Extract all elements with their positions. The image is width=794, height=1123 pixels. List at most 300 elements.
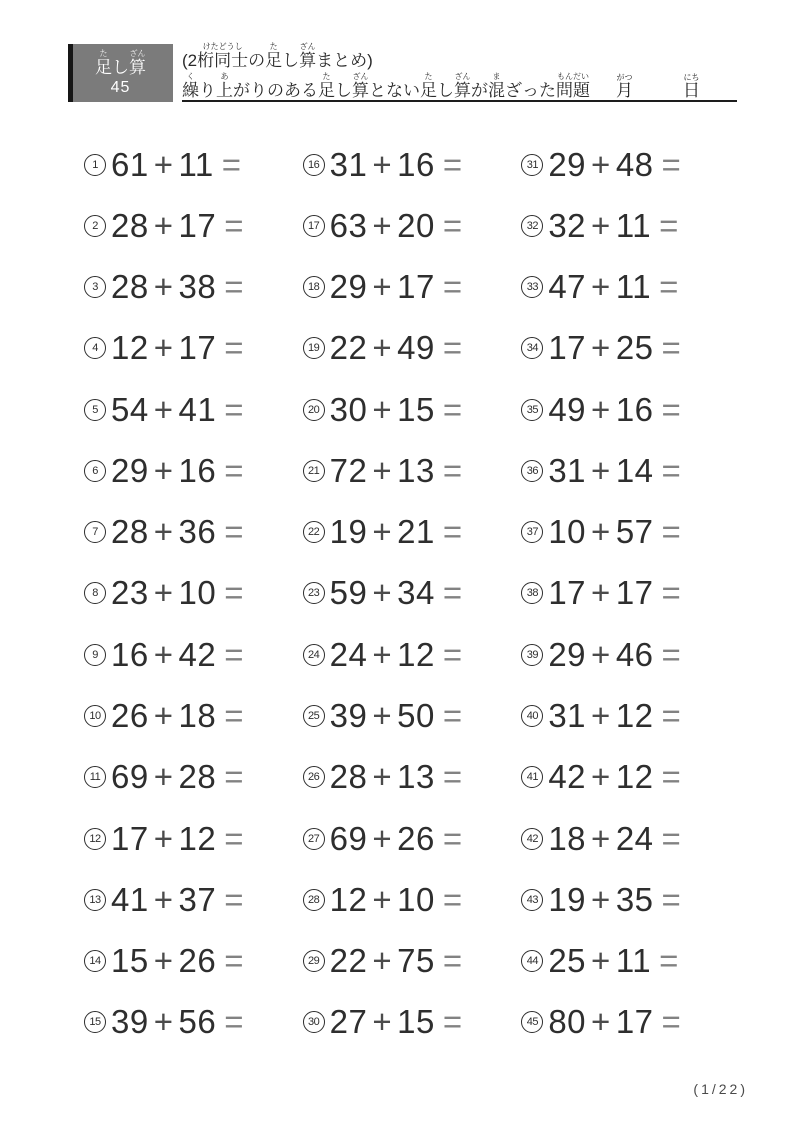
problem-number-circle: 45 xyxy=(521,1011,543,1033)
problem-item xyxy=(521,502,740,563)
problem-equation xyxy=(548,881,681,919)
equals-sign: = xyxy=(659,206,679,244)
addend-b: 50 xyxy=(397,697,435,735)
equals-sign: = xyxy=(224,206,244,244)
problem-number-circle: 35 xyxy=(521,399,543,421)
problem-equation xyxy=(111,391,244,429)
addend-a: 15 xyxy=(111,942,149,980)
badge-number: 45 xyxy=(110,79,131,96)
addend-a: 19 xyxy=(329,513,368,551)
equals-sign: = xyxy=(661,390,682,428)
equals-sign: = xyxy=(224,635,244,673)
addend-b: 12 xyxy=(178,819,217,857)
equals-sign: = xyxy=(224,1003,244,1041)
equals-sign: = xyxy=(224,268,244,306)
problem-item xyxy=(84,992,303,1053)
addend-b: 15 xyxy=(397,390,435,428)
addend-a: 32 xyxy=(548,206,587,244)
addend-b: 11 xyxy=(178,145,214,183)
problem-equation xyxy=(111,513,244,551)
plus-operator: + xyxy=(153,268,174,306)
problem-item xyxy=(84,195,303,256)
problem-item xyxy=(84,379,303,440)
problem-number-circle: 30 xyxy=(303,1011,325,1033)
addend-a: 31 xyxy=(329,145,368,183)
problem-item xyxy=(303,808,522,869)
equals-sign: = xyxy=(224,329,244,367)
plus-operator: + xyxy=(372,758,393,796)
addend-b: 11 xyxy=(615,268,652,306)
addend-b: 16 xyxy=(615,390,654,428)
problem-equation xyxy=(330,574,463,612)
problem-item xyxy=(303,257,522,318)
plus-operator: + xyxy=(372,1003,393,1041)
equals-sign: = xyxy=(442,697,463,735)
badge-title: 足たし算ざん xyxy=(95,49,146,77)
problem-number-circle: 36 xyxy=(521,460,543,482)
problem-equation xyxy=(548,574,681,612)
equals-sign: = xyxy=(661,758,682,796)
problem-number-circle: 5 xyxy=(84,399,106,421)
plus-operator: + xyxy=(372,390,393,428)
addend-a: 24 xyxy=(329,635,368,673)
problem-item xyxy=(84,624,303,685)
addend-a: 17 xyxy=(548,574,587,612)
problem-equation xyxy=(548,513,681,551)
addend-b: 24 xyxy=(615,819,654,857)
problem-number-circle: 29 xyxy=(303,950,325,972)
addend-a: 31 xyxy=(548,697,587,735)
problem-equation xyxy=(548,268,679,306)
problem-equation xyxy=(111,207,244,245)
plus-operator: + xyxy=(591,574,611,612)
addend-b: 15 xyxy=(397,1003,435,1041)
addend-a: 28 xyxy=(111,206,149,244)
addend-a: 39 xyxy=(111,1003,149,1041)
problem-equation xyxy=(548,329,681,367)
addend-b: 42 xyxy=(178,635,217,673)
addend-b: 12 xyxy=(397,635,435,673)
equals-sign: = xyxy=(661,697,682,735)
problem-equation xyxy=(330,636,463,674)
addend-a: 12 xyxy=(111,329,149,367)
addend-b: 28 xyxy=(178,758,217,796)
addend-b: 56 xyxy=(178,1003,217,1041)
problem-item xyxy=(84,318,303,379)
addend-a: 29 xyxy=(548,145,587,183)
problem-item xyxy=(521,257,740,318)
problem-equation xyxy=(330,146,463,184)
addend-b: 13 xyxy=(397,451,435,489)
problem-number-circle: 8 xyxy=(84,582,106,604)
problem-equation xyxy=(548,452,681,490)
problem-item xyxy=(303,930,522,991)
plus-operator: + xyxy=(153,819,174,857)
addend-a: 80 xyxy=(548,1003,587,1041)
equals-sign: = xyxy=(442,145,463,183)
problem-number-circle: 26 xyxy=(303,766,325,788)
equals-sign: = xyxy=(659,268,679,306)
problem-item xyxy=(303,379,522,440)
problem-number-circle: 19 xyxy=(303,337,325,359)
addend-a: 69 xyxy=(329,819,368,857)
problem-equation xyxy=(548,636,681,674)
problem-item xyxy=(84,502,303,563)
worksheet-title: 繰くり上あがりのある足たし算ざんとない足たし算ざんが混まざった問題もんだい xyxy=(182,72,590,100)
problem-number-circle: 25 xyxy=(303,705,325,727)
equals-sign: = xyxy=(661,513,682,551)
addend-b: 41 xyxy=(178,390,217,428)
addend-a: 30 xyxy=(329,390,368,428)
addend-a: 22 xyxy=(329,329,368,367)
equals-sign: = xyxy=(224,697,244,735)
addend-a: 39 xyxy=(329,697,368,735)
problem-equation xyxy=(330,329,463,367)
addend-b: 25 xyxy=(615,329,654,367)
equals-sign: = xyxy=(224,819,244,857)
problem-equation xyxy=(111,1003,244,1041)
plus-operator: + xyxy=(153,390,174,428)
plus-operator: + xyxy=(153,942,174,980)
plus-operator: + xyxy=(591,942,611,980)
addend-a: 49 xyxy=(548,390,587,428)
plus-operator: + xyxy=(153,635,174,673)
equals-sign: = xyxy=(661,451,682,489)
problem-number-circle: 40 xyxy=(521,705,543,727)
plus-operator: + xyxy=(153,145,174,183)
problem-item xyxy=(303,195,522,256)
equals-sign: = xyxy=(442,574,463,612)
problem-number-circle: 42 xyxy=(521,828,543,850)
problem-item xyxy=(84,685,303,746)
badge-spine xyxy=(68,44,73,102)
plus-operator: + xyxy=(591,635,611,673)
addend-b: 16 xyxy=(397,145,435,183)
worksheet-badge xyxy=(68,44,173,102)
problem-number-circle: 11 xyxy=(84,766,106,788)
equals-sign: = xyxy=(442,758,463,796)
problem-number-circle: 1 xyxy=(84,154,106,176)
problem-equation xyxy=(548,146,681,184)
equals-sign: = xyxy=(442,206,463,244)
problem-item xyxy=(303,502,522,563)
addend-a: 12 xyxy=(329,880,368,918)
problem-number-circle: 33 xyxy=(521,276,543,298)
problem-item xyxy=(84,440,303,501)
problem-item xyxy=(521,808,740,869)
addend-a: 72 xyxy=(329,451,368,489)
problem-item xyxy=(303,869,522,930)
problem-number-circle: 9 xyxy=(84,644,106,666)
equals-sign: = xyxy=(442,513,463,551)
problem-number-circle: 7 xyxy=(84,521,106,543)
problem-item xyxy=(521,318,740,379)
addend-b: 26 xyxy=(397,819,435,857)
problem-number-circle: 14 xyxy=(84,950,106,972)
addend-a: 10 xyxy=(548,513,587,551)
title-area xyxy=(182,42,737,102)
plus-operator: + xyxy=(153,1003,174,1041)
problem-item xyxy=(521,134,740,195)
plus-operator: + xyxy=(591,1003,611,1041)
addend-b: 17 xyxy=(615,574,654,612)
equals-sign: = xyxy=(659,942,679,980)
addend-a: 69 xyxy=(111,758,149,796)
addend-b: 14 xyxy=(615,451,654,489)
problem-item xyxy=(521,379,740,440)
problem-number-circle: 38 xyxy=(521,582,543,604)
problem-item xyxy=(303,685,522,746)
addend-a: 42 xyxy=(548,758,587,796)
equals-sign: = xyxy=(661,635,682,673)
problem-equation xyxy=(330,268,463,306)
problem-item xyxy=(303,624,522,685)
problem-equation xyxy=(330,697,463,735)
problem-number-circle: 13 xyxy=(84,889,106,911)
plus-operator: + xyxy=(372,206,393,244)
problem-item xyxy=(84,869,303,930)
plus-operator: + xyxy=(372,451,393,489)
problem-equation xyxy=(330,513,463,551)
problem-equation xyxy=(111,268,244,306)
problem-equation xyxy=(330,881,463,919)
problem-equation xyxy=(111,697,244,735)
problem-item xyxy=(521,440,740,501)
problem-number-circle: 4 xyxy=(84,337,106,359)
problem-number-circle: 24 xyxy=(303,644,325,666)
addend-b: 12 xyxy=(615,758,654,796)
worksheet-subtitle: (2桁同士けたどうしの足たし算ざんまとめ) xyxy=(182,42,373,70)
problem-item xyxy=(521,624,740,685)
plus-operator: + xyxy=(591,880,611,918)
equals-sign: = xyxy=(224,451,244,489)
problem-equation xyxy=(330,820,463,858)
problem-number-circle: 21 xyxy=(303,460,325,482)
addend-b: 20 xyxy=(397,206,435,244)
addend-a: 19 xyxy=(548,880,587,918)
problem-item xyxy=(84,930,303,991)
addend-b: 26 xyxy=(178,942,217,980)
problem-item xyxy=(521,563,740,624)
addend-b: 37 xyxy=(178,880,217,918)
addend-a: 16 xyxy=(111,635,149,673)
plus-operator: + xyxy=(372,574,393,612)
plus-operator: + xyxy=(372,635,393,673)
problem-equation xyxy=(111,942,244,980)
plus-operator: + xyxy=(372,942,393,980)
problem-equation xyxy=(330,391,463,429)
equals-sign: = xyxy=(661,329,682,367)
problem-equation xyxy=(548,697,681,735)
equals-sign: = xyxy=(224,758,244,796)
plus-operator: + xyxy=(591,451,611,489)
addend-b: 34 xyxy=(397,574,435,612)
problem-equation xyxy=(330,452,463,490)
problem-item xyxy=(303,563,522,624)
plus-operator: + xyxy=(591,819,611,857)
equals-sign: = xyxy=(442,819,463,857)
problem-item xyxy=(521,869,740,930)
addend-a: 47 xyxy=(548,268,587,306)
addend-a: 22 xyxy=(329,942,368,980)
addend-b: 13 xyxy=(397,758,435,796)
problem-number-circle: 32 xyxy=(521,215,543,237)
addend-b: 49 xyxy=(397,329,435,367)
addend-a: 54 xyxy=(111,390,149,428)
equals-sign: = xyxy=(661,145,682,183)
addend-a: 17 xyxy=(111,819,149,857)
page-number: (1/22) xyxy=(693,1081,748,1097)
day-label: 日にち xyxy=(683,73,700,100)
addend-a: 18 xyxy=(548,819,587,857)
plus-operator: + xyxy=(153,758,174,796)
problem-number-circle: 10 xyxy=(84,705,106,727)
problem-number-circle: 20 xyxy=(303,399,325,421)
equals-sign: = xyxy=(442,1003,463,1041)
problem-item xyxy=(84,563,303,624)
problem-number-circle: 22 xyxy=(303,521,325,543)
problem-item xyxy=(303,992,522,1053)
addend-b: 17 xyxy=(397,268,435,306)
addend-b: 17 xyxy=(178,329,217,367)
problem-equation xyxy=(111,452,244,490)
equals-sign: = xyxy=(442,329,463,367)
addend-b: 10 xyxy=(178,574,217,612)
addend-b: 21 xyxy=(397,513,435,551)
addend-b: 48 xyxy=(615,145,654,183)
problem-item xyxy=(521,747,740,808)
problem-item xyxy=(84,808,303,869)
plus-operator: + xyxy=(153,206,174,244)
plus-operator: + xyxy=(153,451,174,489)
problem-number-circle: 41 xyxy=(521,766,543,788)
addend-a: 63 xyxy=(329,206,368,244)
addend-b: 46 xyxy=(615,635,654,673)
problem-number-circle: 12 xyxy=(84,828,106,850)
problem-number-circle: 2 xyxy=(84,215,106,237)
equals-sign: = xyxy=(224,942,244,980)
plus-operator: + xyxy=(372,513,393,551)
addend-a: 59 xyxy=(329,574,368,612)
problem-equation xyxy=(111,574,244,612)
equals-sign: = xyxy=(224,390,244,428)
plus-operator: + xyxy=(372,268,393,306)
equals-sign: = xyxy=(442,451,463,489)
problem-equation xyxy=(330,207,463,245)
problem-number-circle: 31 xyxy=(521,154,543,176)
addend-a: 28 xyxy=(329,758,368,796)
problem-number-circle: 34 xyxy=(521,337,543,359)
problem-equation xyxy=(111,146,242,184)
addend-b: 35 xyxy=(615,880,654,918)
problem-equation xyxy=(111,758,244,796)
plus-operator: + xyxy=(591,268,611,306)
title-row xyxy=(182,72,737,99)
addend-a: 31 xyxy=(548,451,587,489)
problem-number-circle: 18 xyxy=(303,276,325,298)
plus-operator: + xyxy=(153,880,174,918)
problem-item xyxy=(84,257,303,318)
equals-sign: = xyxy=(661,574,682,612)
problem-equation xyxy=(548,207,679,245)
problem-number-circle: 28 xyxy=(303,889,325,911)
equals-sign: = xyxy=(442,635,463,673)
plus-operator: + xyxy=(591,758,611,796)
equals-sign: = xyxy=(224,574,244,612)
problem-item xyxy=(303,747,522,808)
date-fields xyxy=(616,73,700,99)
equals-sign: = xyxy=(221,145,242,183)
addend-a: 23 xyxy=(111,574,149,612)
problem-equation xyxy=(548,758,681,796)
addend-a: 41 xyxy=(111,880,149,918)
problem-item xyxy=(521,992,740,1053)
addend-b: 18 xyxy=(178,697,217,735)
equals-sign: = xyxy=(661,819,682,857)
plus-operator: + xyxy=(372,880,393,918)
plus-operator: + xyxy=(372,329,393,367)
problem-equation xyxy=(330,942,463,980)
equals-sign: = xyxy=(442,942,463,980)
addend-b: 38 xyxy=(178,268,217,306)
equals-sign: = xyxy=(442,268,463,306)
addend-a: 26 xyxy=(111,697,149,735)
addend-a: 25 xyxy=(548,942,587,980)
problem-number-circle: 23 xyxy=(303,582,325,604)
problem-equation xyxy=(548,942,679,980)
equals-sign: = xyxy=(661,1003,682,1041)
addend-a: 29 xyxy=(329,268,368,306)
problem-number-circle: 44 xyxy=(521,950,543,972)
equals-sign: = xyxy=(224,513,244,551)
problem-number-circle: 6 xyxy=(84,460,106,482)
problem-number-circle: 37 xyxy=(521,521,543,543)
addend-b: 11 xyxy=(615,942,652,980)
addend-b: 57 xyxy=(615,513,654,551)
problem-number-circle: 16 xyxy=(303,154,325,176)
problem-equation xyxy=(111,329,244,367)
addend-b: 36 xyxy=(178,513,217,551)
addend-a: 29 xyxy=(548,635,587,673)
problem-equation xyxy=(111,636,244,674)
plus-operator: + xyxy=(591,145,611,183)
plus-operator: + xyxy=(372,145,393,183)
plus-operator: + xyxy=(153,513,174,551)
problem-item xyxy=(84,134,303,195)
addend-b: 75 xyxy=(397,942,435,980)
problem-item xyxy=(521,195,740,256)
problem-equation xyxy=(548,391,681,429)
problem-item xyxy=(303,440,522,501)
month-label: 月がつ xyxy=(616,73,633,100)
problem-item xyxy=(521,685,740,746)
addend-a: 61 xyxy=(111,145,149,183)
plus-operator: + xyxy=(153,574,174,612)
plus-operator: + xyxy=(153,697,174,735)
addend-a: 29 xyxy=(111,451,149,489)
equals-sign: = xyxy=(661,880,682,918)
addend-a: 27 xyxy=(329,1003,368,1041)
addend-a: 28 xyxy=(111,513,149,551)
problem-number-circle: 43 xyxy=(521,889,543,911)
addend-b: 12 xyxy=(615,697,654,735)
plus-operator: + xyxy=(372,697,393,735)
problem-equation xyxy=(548,1003,681,1041)
equals-sign: = xyxy=(442,880,463,918)
plus-operator: + xyxy=(591,513,611,551)
plus-operator: + xyxy=(591,206,611,244)
addend-b: 17 xyxy=(615,1003,654,1041)
